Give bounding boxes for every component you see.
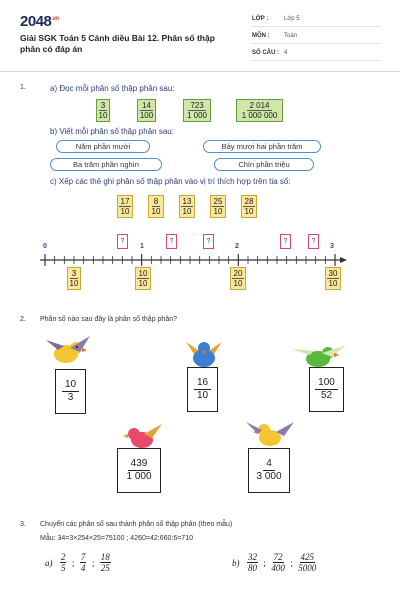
number-line-arrow (340, 257, 347, 263)
q1b-pill-2: Bảy mươi hai phần trăm (203, 140, 321, 153)
q2-card-1[interactable]: 10 3 (55, 369, 86, 414)
q1c-card-1[interactable]: $\frac{17}{10}$ (117, 195, 133, 218)
axis-fraction-4: $\frac{30}{10}$ (325, 267, 341, 290)
number-line-slot-5[interactable]: ? (308, 234, 319, 249)
q3b-fraction-1: $\frac{32}{80}$ (247, 552, 257, 573)
q1b-pill-4: Chín phần triệu (214, 158, 314, 171)
question-3-number: 3. (20, 521, 26, 528)
q1a-fraction-2: $\frac{14}{100}$ (137, 99, 156, 122)
q3a-fraction-2: $\frac{7}{4}$ (80, 552, 86, 573)
meta-subject: MÔN : Toán (252, 30, 380, 44)
q1c-card-4[interactable]: $\frac{25}{10}$ (210, 195, 226, 218)
q3a-fraction-1: $\frac{2}{5}$ (60, 552, 66, 573)
q1c-card-3[interactable]: $\frac{13}{10}$ (179, 195, 195, 218)
q1b-pill-1: Năm phần mười (56, 140, 150, 153)
meta-question-count: SỐ CÂU : 4 (252, 47, 380, 61)
q1b-pill-3: Ba trăm phần nghìn (50, 158, 162, 171)
axis-label-1: 1 (140, 243, 144, 250)
question-1a-label: a) Đọc mỗi phân số thập phân sau: (50, 84, 175, 93)
document-title: Giải SGK Toán 5 Cánh diều Bài 12. Phân số thập phân có đáp án (20, 33, 215, 54)
question-1-number: 1. (20, 84, 26, 91)
question-1b-label: b) Viết mỗi phân số thập phân sau: (50, 127, 174, 136)
axis-label-2: 2 (235, 243, 239, 250)
q1a-fraction-1: $\frac{3}{10}$ (96, 99, 110, 122)
q2-card-5[interactable]: 4 3 000 (248, 448, 290, 493)
axis-fraction-1: $\frac{3}{10}$ (67, 267, 81, 290)
number-line-slot-1[interactable]: ? (117, 234, 128, 249)
axis-label-3: 3 (330, 243, 334, 250)
question-3-text: Chuyển các phân số sau thành phân số thập phân (theo mẫu) (40, 521, 233, 528)
site-logo[interactable]: $2048^{.vn}$ (20, 13, 59, 30)
q1a-fraction-3: $\frac{723}{1 000}$ (183, 99, 211, 122)
q1c-card-5[interactable]: $\frac{28}{10}$ (241, 195, 257, 218)
question-3-example: Mẫu: 34=3×254×25=75100 ; 4260=42:660:6=710 (40, 535, 193, 542)
q1c-card-2[interactable]: $\frac{8}{10}$ (148, 195, 164, 218)
question-2-number: 2. (20, 316, 26, 323)
q3b-fractions: b) $\frac{32}{80}$ ; $\frac{72}{400}$ ; $\frac{425}{5000}$ (232, 552, 317, 573)
number-line-slot-4[interactable]: ? (280, 234, 291, 249)
q1a-fraction-4: $\frac{2 014}{1 000 000}$ (236, 99, 283, 122)
bird-orange-icon (244, 414, 298, 452)
bird-yellow-icon (40, 334, 96, 370)
q3b-fraction-3: $\frac{425}{5000}$ (298, 552, 317, 573)
axis-label-0: 0 (43, 243, 47, 250)
meta-grade: LỚP : Lớp 5 (252, 13, 380, 27)
q2-card-3[interactable]: 100 52 (309, 367, 344, 412)
q3a-fraction-3: $\frac{18}{25}$ (100, 552, 110, 573)
question-1c-label: c) Xếp các thẻ ghi phân số thập phân vào vị trí thích hợp trên tia số: (50, 177, 291, 186)
axis-fraction-2: $\frac{10}{10}$ (135, 267, 151, 290)
q2-card-2[interactable]: 16 10 (187, 367, 218, 412)
number-line-slot-3[interactable]: ? (203, 234, 214, 249)
q3b-fraction-2: $\frac{72}{400}$ (271, 552, 285, 573)
question-2-text: Phân số nào sau đây là phân số thập phân? (40, 316, 177, 323)
q2-card-4[interactable]: 439 1 000 (117, 448, 161, 493)
q3a-fractions: a) $\frac{2}{5}$ ; $\frac{7}{4}$ ; $\frac{18}{25}$ (45, 552, 110, 573)
page-header (0, 0, 400, 72)
axis-fraction-3: $\frac{20}{10}$ (230, 267, 246, 290)
number-line-slot-2[interactable]: ? (166, 234, 177, 249)
